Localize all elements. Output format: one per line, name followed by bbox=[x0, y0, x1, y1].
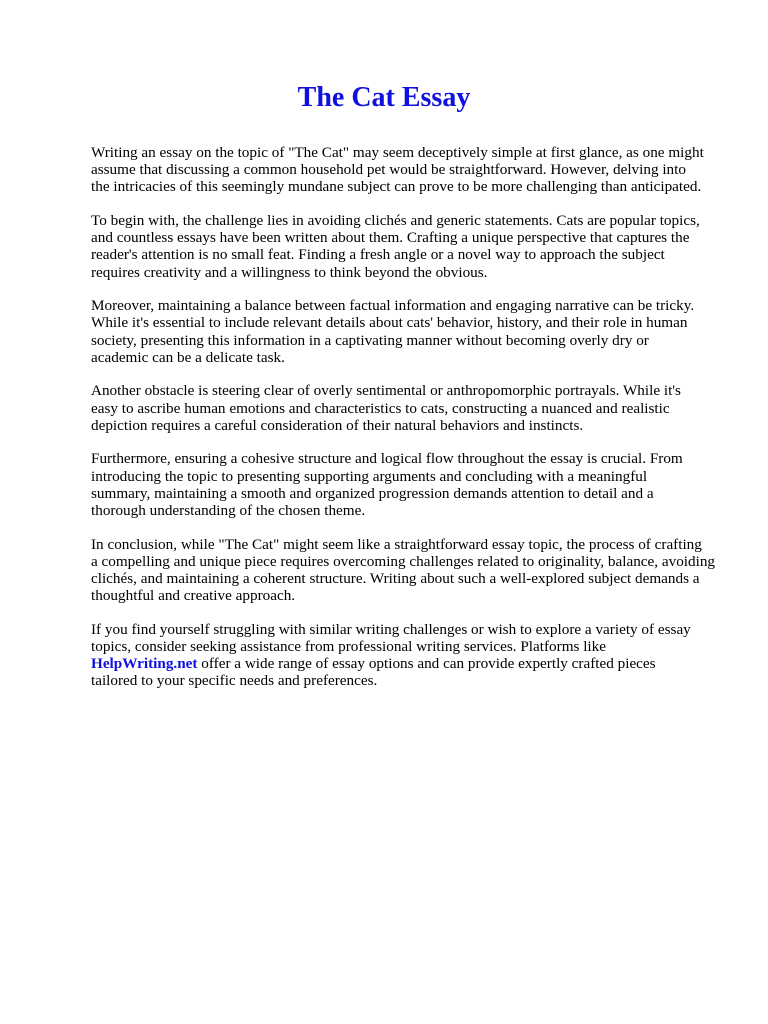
paragraph-line: thoughtful and creative approach. bbox=[91, 587, 296, 605]
document-title: The Cat Essay bbox=[297, 82, 471, 113]
paragraph-line: Furthermore, ensuring a cohesive structure and logical flow throughout the essay is crucial. From bbox=[91, 450, 683, 468]
paragraph-line: and countless essays have been written about them. Crafting a unique perspective that captures the bbox=[91, 229, 690, 247]
paragraph bbox=[91, 382, 741, 434]
paragraph bbox=[91, 450, 741, 519]
paragraph-line: easy to ascribe human emotions and characteristics to cats, constructing a nuanced and realistic bbox=[91, 399, 670, 417]
paragraph-line: To begin with, the challenge lies in avoiding clichés and generic statements. Cats are popular topics, bbox=[91, 212, 700, 229]
paragraph-line: reader's attention is no small feat. Finding a fresh angle or a novel way to approach the subject bbox=[91, 246, 665, 264]
paragraph-line: introducing the topic to presenting supporting arguments and concluding with a meaningful bbox=[91, 467, 648, 485]
paragraph-line: depiction requires a careful consideration of their natural behaviors and instincts. bbox=[91, 416, 584, 434]
paragraph-line-text: offer a wide range of essay options and can provide expertly crafted pieces bbox=[197, 655, 656, 673]
paragraph-list bbox=[91, 144, 741, 604]
paragraph-line-with-link bbox=[91, 655, 741, 672]
paragraph-line: Another obstacle is steering clear of overly sentimental or anthropomorphic portrayals. While it's bbox=[91, 382, 681, 400]
paragraph-line: In conclusion, while "The Cat" might seem like a straightforward essay topic, the process of crafting bbox=[91, 535, 702, 553]
paragraph-line: the intricacies of this seemingly mundane subject can prove to be more challenging than anticipated. bbox=[91, 178, 702, 196]
paragraph-line: a compelling and unique piece requires overcoming challenges related to originality, balance, avoiding bbox=[91, 552, 716, 570]
paragraph-line: If you find yourself struggling with similar writing challenges or wish to explore a variety of essay bbox=[91, 620, 691, 638]
paragraph-line: society, presenting this information in a captivating manner without becoming overly dry or bbox=[91, 331, 649, 349]
paragraph-line: academic can be a delicate task. bbox=[91, 348, 285, 366]
paragraph bbox=[91, 297, 741, 366]
paragraph-line: While it's essential to include relevant details about cats' behavior, history, and their role in human bbox=[91, 314, 688, 332]
paragraph-line: requires creativity and a willingness to think beyond the obvious. bbox=[91, 263, 488, 281]
paragraph-line: thorough understanding of the chosen theme. bbox=[91, 502, 366, 520]
paragraph-line: assume that discussing a common household pet would be straightforward. However, delving into bbox=[91, 161, 686, 179]
paragraph-line: summary, maintaining a smooth and organized progression demands attention to detail and a bbox=[91, 484, 654, 502]
document-body bbox=[91, 144, 741, 706]
helpwriting-link[interactable]: HelpWriting.net bbox=[91, 655, 198, 673]
paragraph-line: clichés, and maintaining a coherent structure. Writing about such a well-explored subject demands a bbox=[91, 570, 700, 588]
paragraph bbox=[91, 144, 741, 196]
paragraph bbox=[91, 536, 741, 605]
paragraph-line: Moreover, maintaining a balance between factual information and engaging narrative can be tricky. bbox=[91, 297, 695, 315]
paragraph-line: tailored to your specific needs and preferences. bbox=[91, 672, 378, 690]
paragraph bbox=[91, 212, 741, 281]
closing-paragraph bbox=[91, 621, 741, 690]
paragraph-line: Writing an essay on the topic of "The Cat" may seem deceptively simple at first glance, as one might bbox=[91, 144, 704, 161]
paragraph-line: topics, consider seeking assistance from professional writing services. Platforms like bbox=[91, 638, 606, 656]
